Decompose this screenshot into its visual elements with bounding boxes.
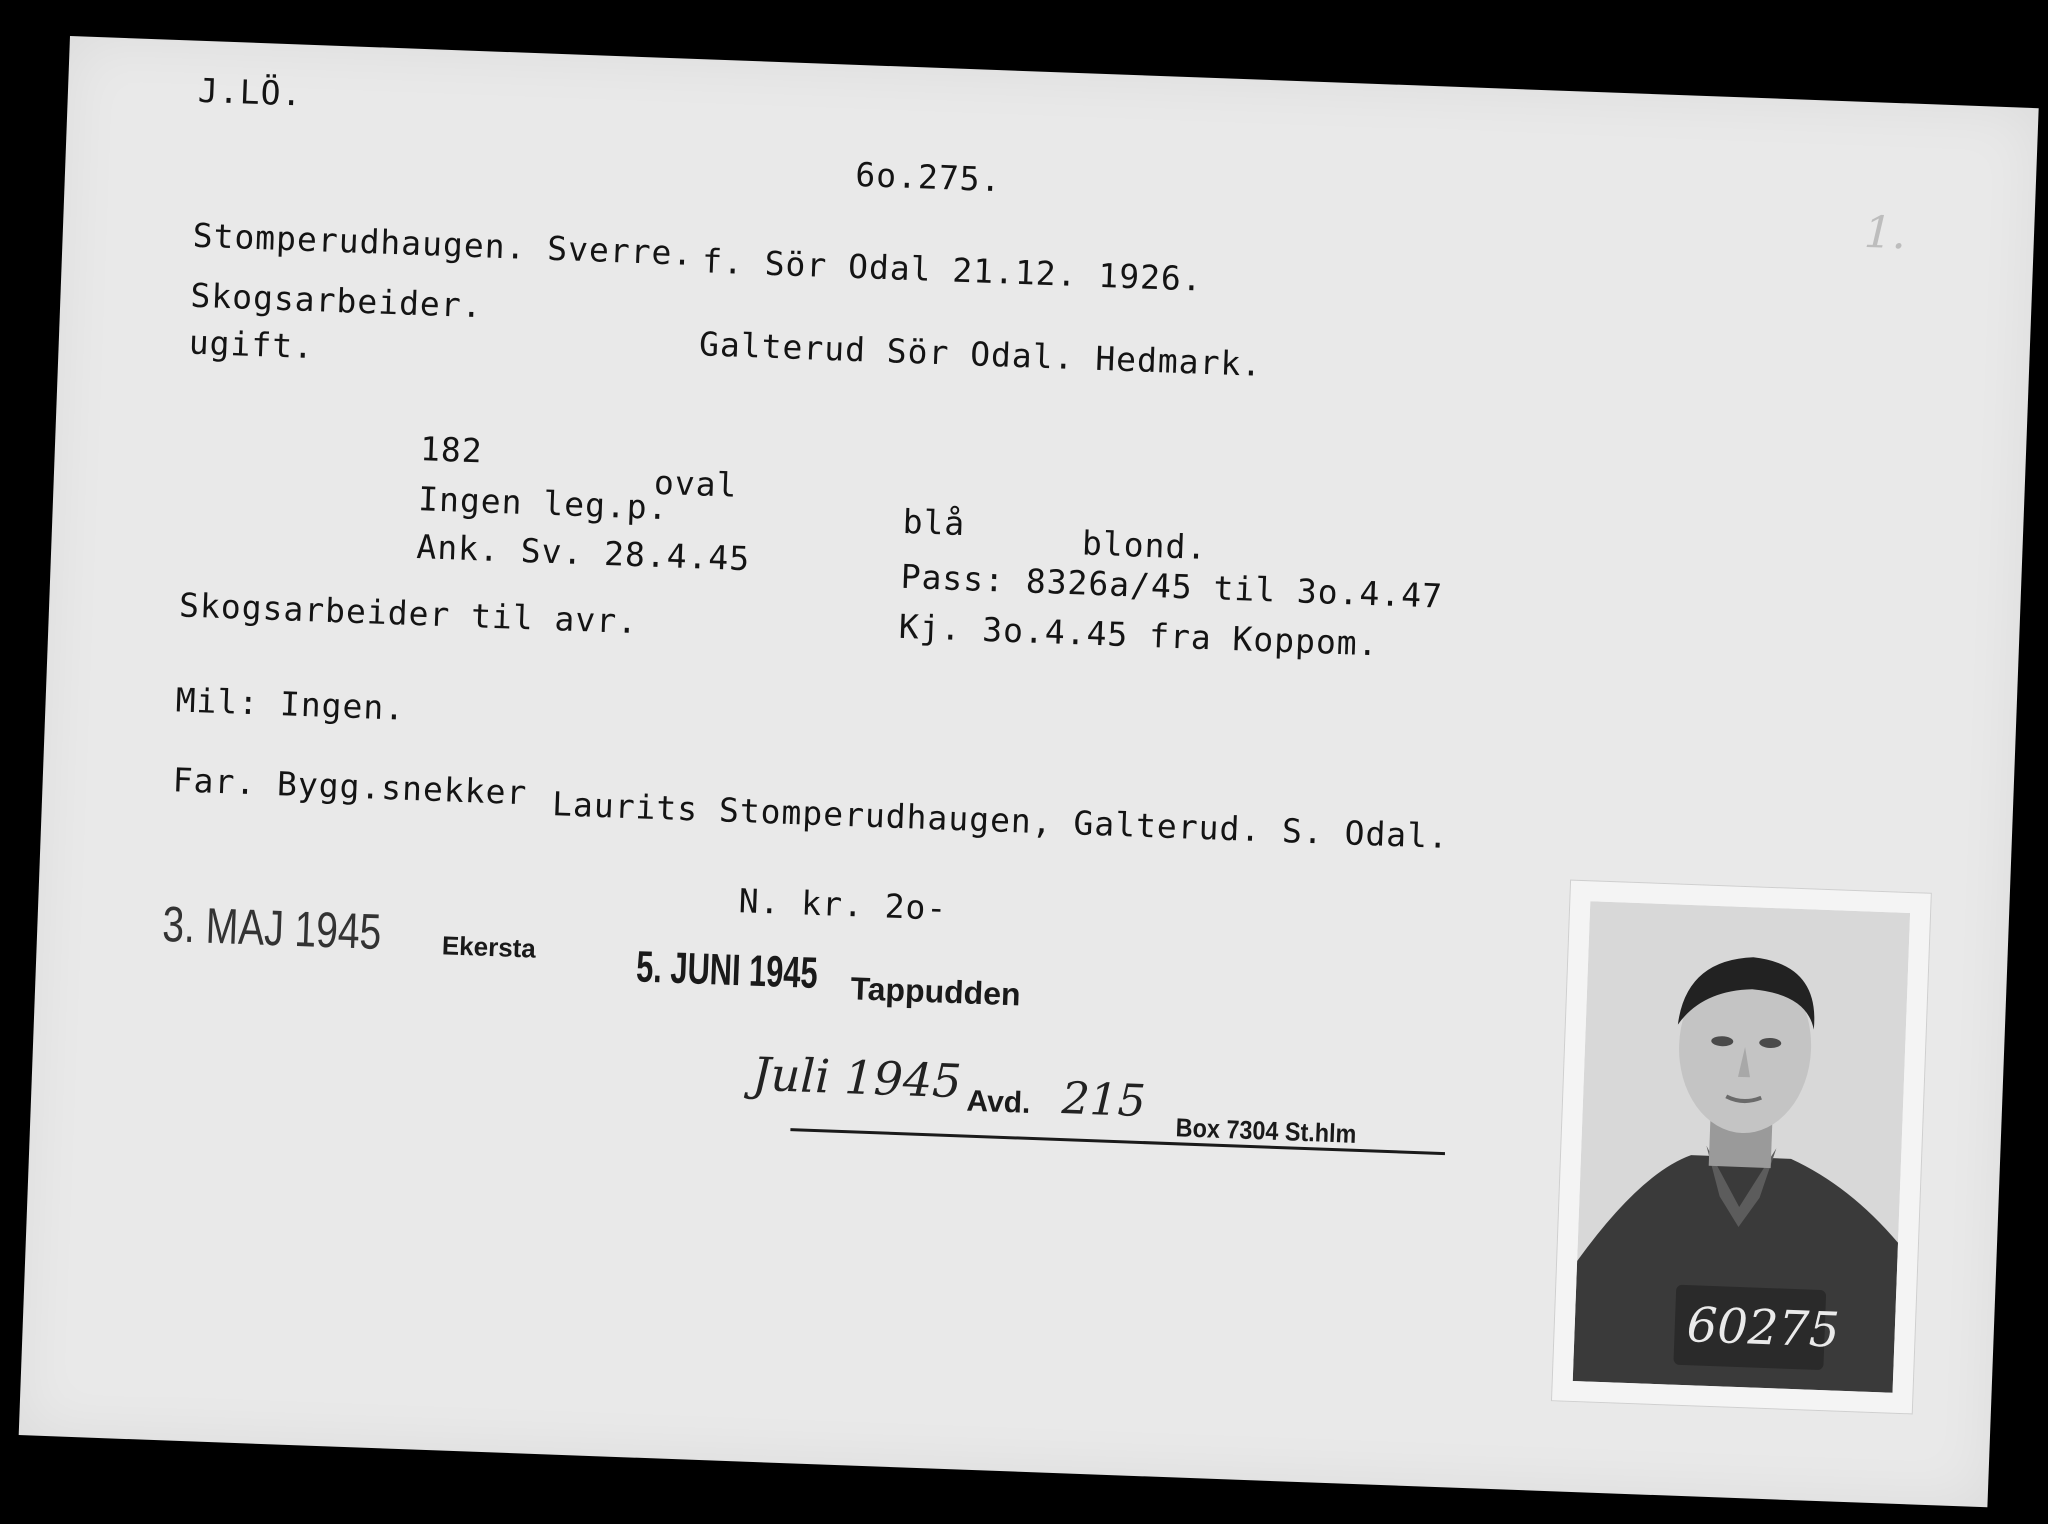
stamp-date-1: 3. MAJ 1945: [161, 896, 383, 960]
currency-amount: N. kr. 2o-: [738, 881, 949, 928]
handwritten-date: Juli 1945: [751, 1046, 963, 1109]
box-address: Box 7304 St.hlm: [1175, 1112, 1357, 1149]
face-shape: oval: [653, 462, 739, 505]
eye-color: blå: [902, 501, 967, 544]
military-status: Mil: Ingen.: [175, 680, 406, 728]
corner-mark: 1.: [1863, 206, 1907, 260]
registration-card: [19, 36, 2039, 1507]
work-assignment: Skogsarbeider til avr.: [178, 585, 639, 642]
stamp-date-2: 5. JUNI 1945: [635, 942, 819, 999]
id-papers: Ingen leg.p.: [417, 479, 670, 528]
father-name: Laurits Stomperudhaugen, Galterud. S. Odal.: [551, 784, 1450, 857]
birth-info: f. Sör Odal 21.12. 1926.: [701, 241, 1204, 299]
initials: J.LÖ.: [197, 70, 304, 114]
plate-number: 60275: [1685, 1297, 1841, 1359]
occupation: Skogsarbeider.: [189, 275, 484, 326]
father-label: Far. Bygg.snekker: [172, 760, 529, 813]
height: 182: [419, 429, 484, 471]
hair-color: blond.: [1081, 523, 1208, 568]
person-name: Stomperudhaugen. Sverre.: [192, 215, 694, 273]
avd-number: 215: [1060, 1073, 1147, 1128]
portrait-photo: [1551, 880, 1932, 1415]
stamp-place-1: Ekersta: [441, 930, 537, 964]
stamp-place-2: Tappudden: [849, 970, 1022, 1013]
avd-label: Avd.: [965, 1084, 1032, 1120]
card-number: 6o.275.: [854, 154, 1003, 200]
residence: Galterud Sör Odal. Hedmark.: [698, 324, 1263, 384]
arrival-date: Ank. Sv. 28.4.45: [415, 527, 751, 579]
border-crossing: Kj. 3o.4.45 fra Koppom.: [898, 606, 1380, 664]
passport: Pass: 8326a/45 til 3o.4.47: [900, 556, 1444, 616]
marital-status: ugift.: [188, 322, 315, 367]
